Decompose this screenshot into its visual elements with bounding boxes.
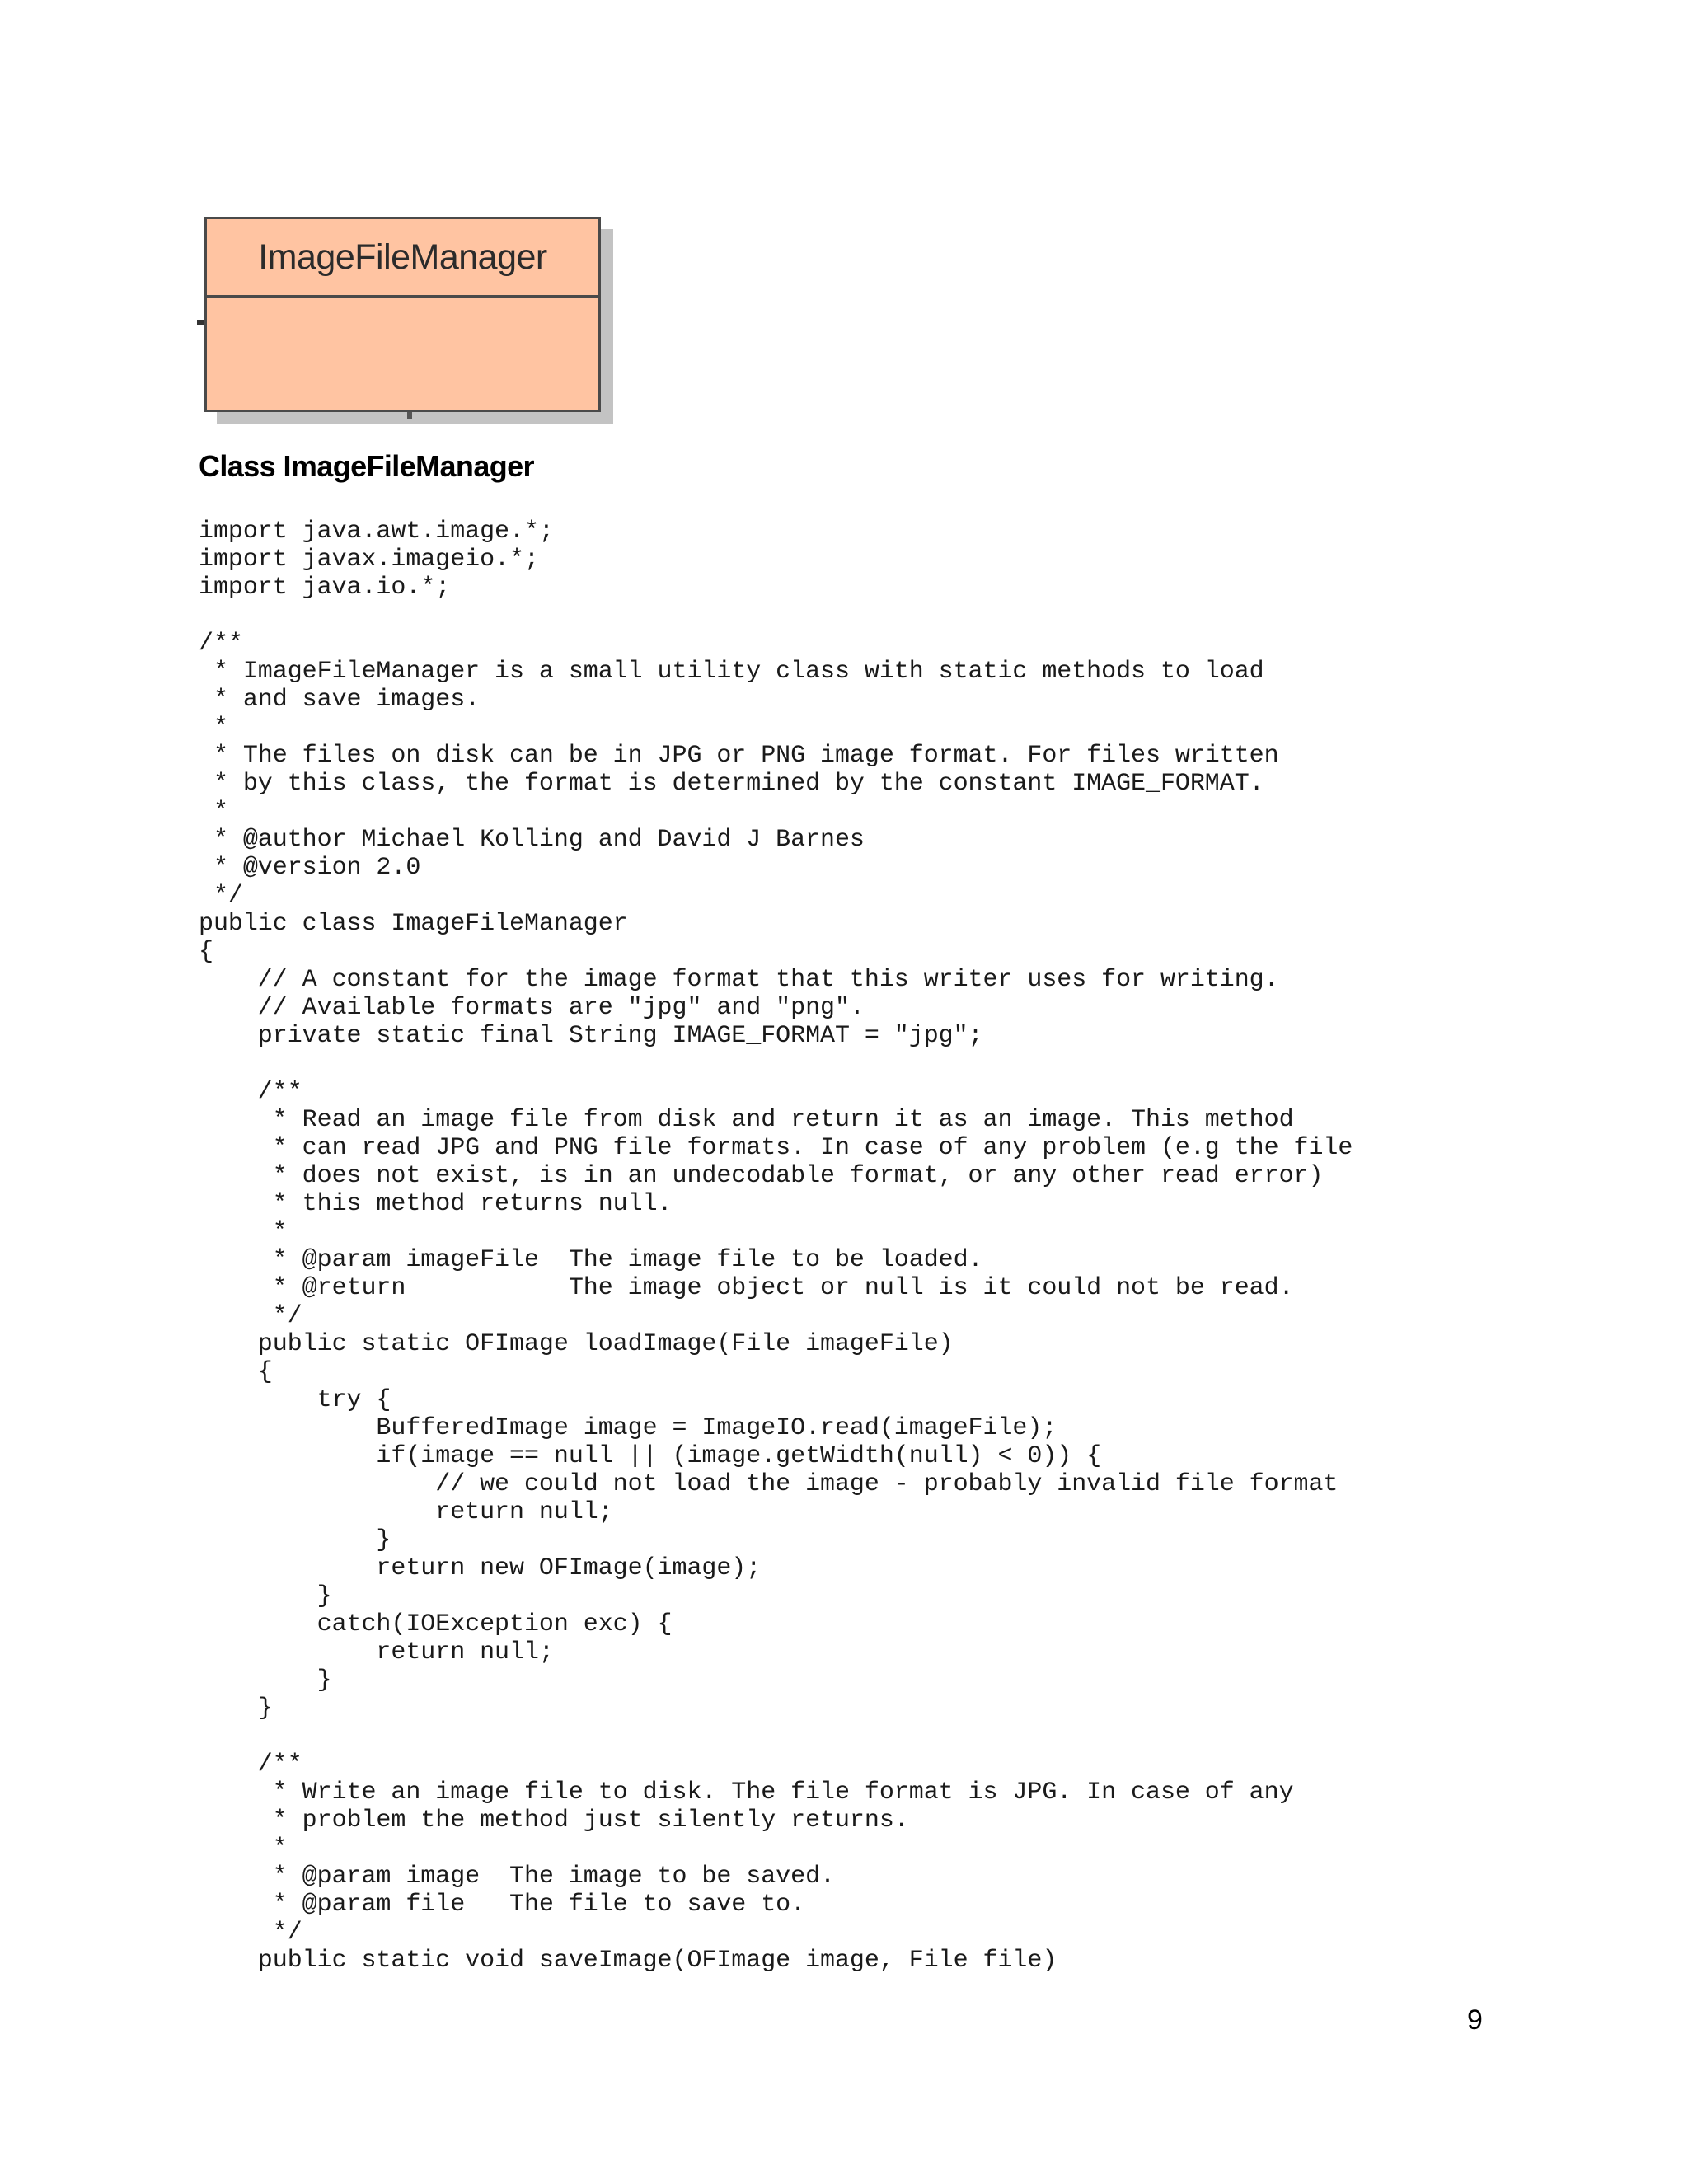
code-listing: import java.awt.image.*; import javax.imageio.*; import java.io.*; /** * ImageFileManager is a small utility class with static methods to load * and save images. * * The files on disk can be in JPG or PNG image format. For files written * by this class, the format is determined by the constant IMAGE_FORMAT. * * @author Michael Kolling and David J Barnes * @version 2.0 */ public class ImageFileManager { // A constant for the image format that this writer uses for writing. // Available formats are "jpg" and "png". private static final String IMAGE_FORMAT = "jpg"; /** * Read an image file from disk and return it as an image. This method * can read JPG and PNG file formats. In case of any problem (e.g the file * does not exist, is in an undecodable format, or any other read error) * this method returns null. * * @param imageFile The image file to be loaded. * @return The image object or null is it could not be read. */ public static OFImage loadImage(File imageFile) { try { BufferedImage image = ImageIO.read(imageFile); if(image == null || (image.getWidth(null) < 0)) { // we could not load the image - probably invalid file format return null; } return new OFImage(image); } catch(IOException exc) { return null; } } /** * Write an image file to disk. The file format is JPG. In case of any * problem the method just silently returns. * * @param image The image to be saved. * @param file The file to save to. */ public static void saveImage(OFImage image, File file) [199, 518, 1353, 1975]
uml-class-name-compartment [207, 219, 598, 298]
uml-connector-stub [197, 320, 204, 325]
section-heading: Class ImageFileManager [199, 449, 534, 483]
uml-class-box [204, 217, 601, 412]
uml-connector-stub [407, 412, 412, 419]
page-number: 9 [1467, 2004, 1483, 2036]
uml-class-name: ImageFileManager [258, 237, 547, 277]
